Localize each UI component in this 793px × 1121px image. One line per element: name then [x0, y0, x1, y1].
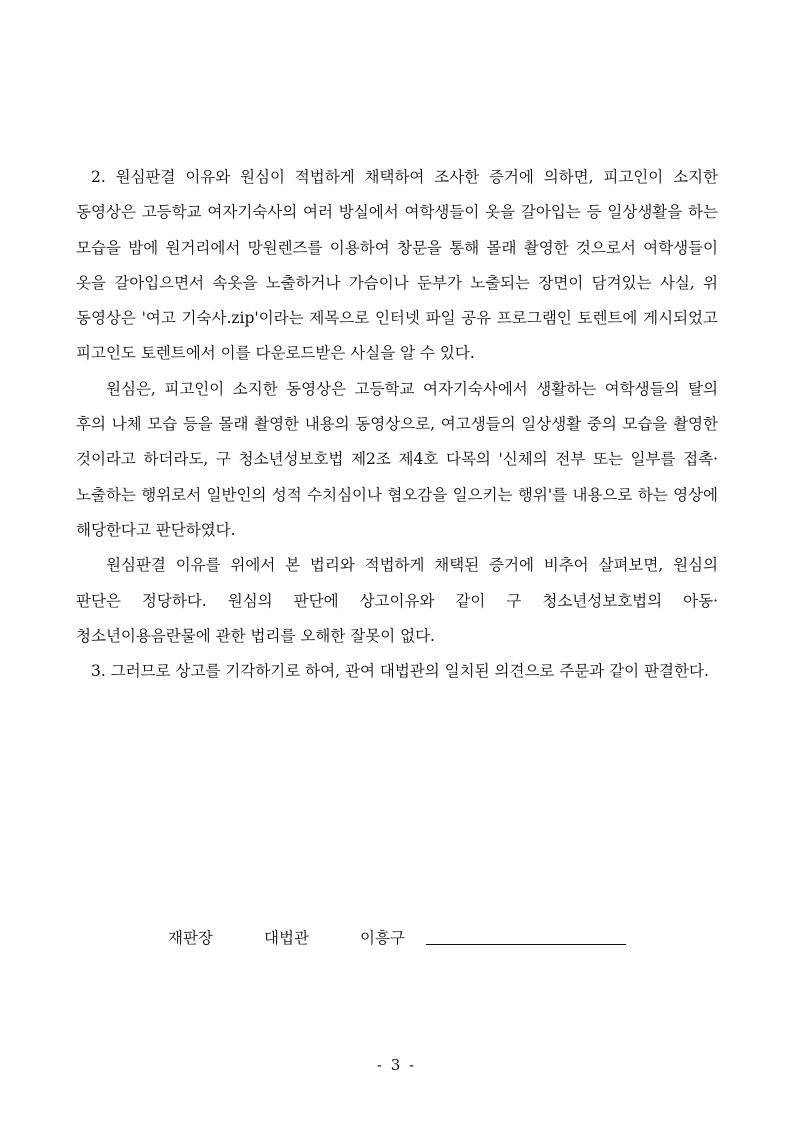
signature-line [426, 944, 626, 945]
page-number: - 3 - [376, 1056, 417, 1074]
document-body [76, 160, 718, 689]
paragraph-section-2: 2. 원심판결 이유와 원심이 적법하게 채택하여 조사한 증거에 의하면, 피고인이 소지한 동영상은 고등학교 여자기숙사의 여러 방실에서 여학생들이 옷을 갈아입는 등 일상생활을 하는 모습을 밤에 원거리에서 망원렌즈를 이용하여 창문을 통해 몰래 촬영한 것으로서 여학생들이 옷을 갈아입으면서 속옷을 노출하거나 가슴이나 둔부가 노출되는 장면이 담겨있는 사실, 위 동영상은 '여고 기숙사.zip'이라는 제목으로 인터넷 파일 공유 프로그램인 토렌트에 게시되었고 피고인도 토렌트에서 이를 다운로드받은 사실을 알 수 있다. [76, 168, 718, 363]
paragraph-section-3: 3. 그러므로 상고를 기각하기로 하여, 관여 대법관의 일치된 의견으로 주문과 같이 판결한다. [91, 662, 709, 681]
paragraph-review: 원심판결 이유를 위에서 본 법리와 적법하게 채택된 증거에 비추어 살펴보면, 원심의 판단은 정당하다. 원심의 판단에 상고이유와 같이 구 청소년성보호법의 아동·청소년이용음란물에 관한 법리를 오해한 잘못이 없다. [76, 556, 718, 645]
justice-name: 이흥구 [360, 929, 405, 947]
presiding-justice-label: 재판장 [168, 929, 213, 947]
justice-rank-label: 대법관 [264, 929, 309, 947]
paragraph-lower-court-judgment: 원심은, 피고인이 소지한 동영상은 고등학교 여자기숙사에서 생활하는 여학생들의 탈의 후의 나체 모습 등을 몰래 촬영한 내용의 동영상으로, 여고생들의 일상생활 중의 모습을 촬영한 것이라고 하더라도, 구 청소년성보호법 제2조 제4호 다목의 '신체의 전부 또는 일부를 접촉·노출하는 행위로서 일반인의 성적 수치심이나 혐오감을 일으키는 행위'를 내용으로 하는 영상에 해당한다고 판단하였다. [76, 379, 718, 539]
